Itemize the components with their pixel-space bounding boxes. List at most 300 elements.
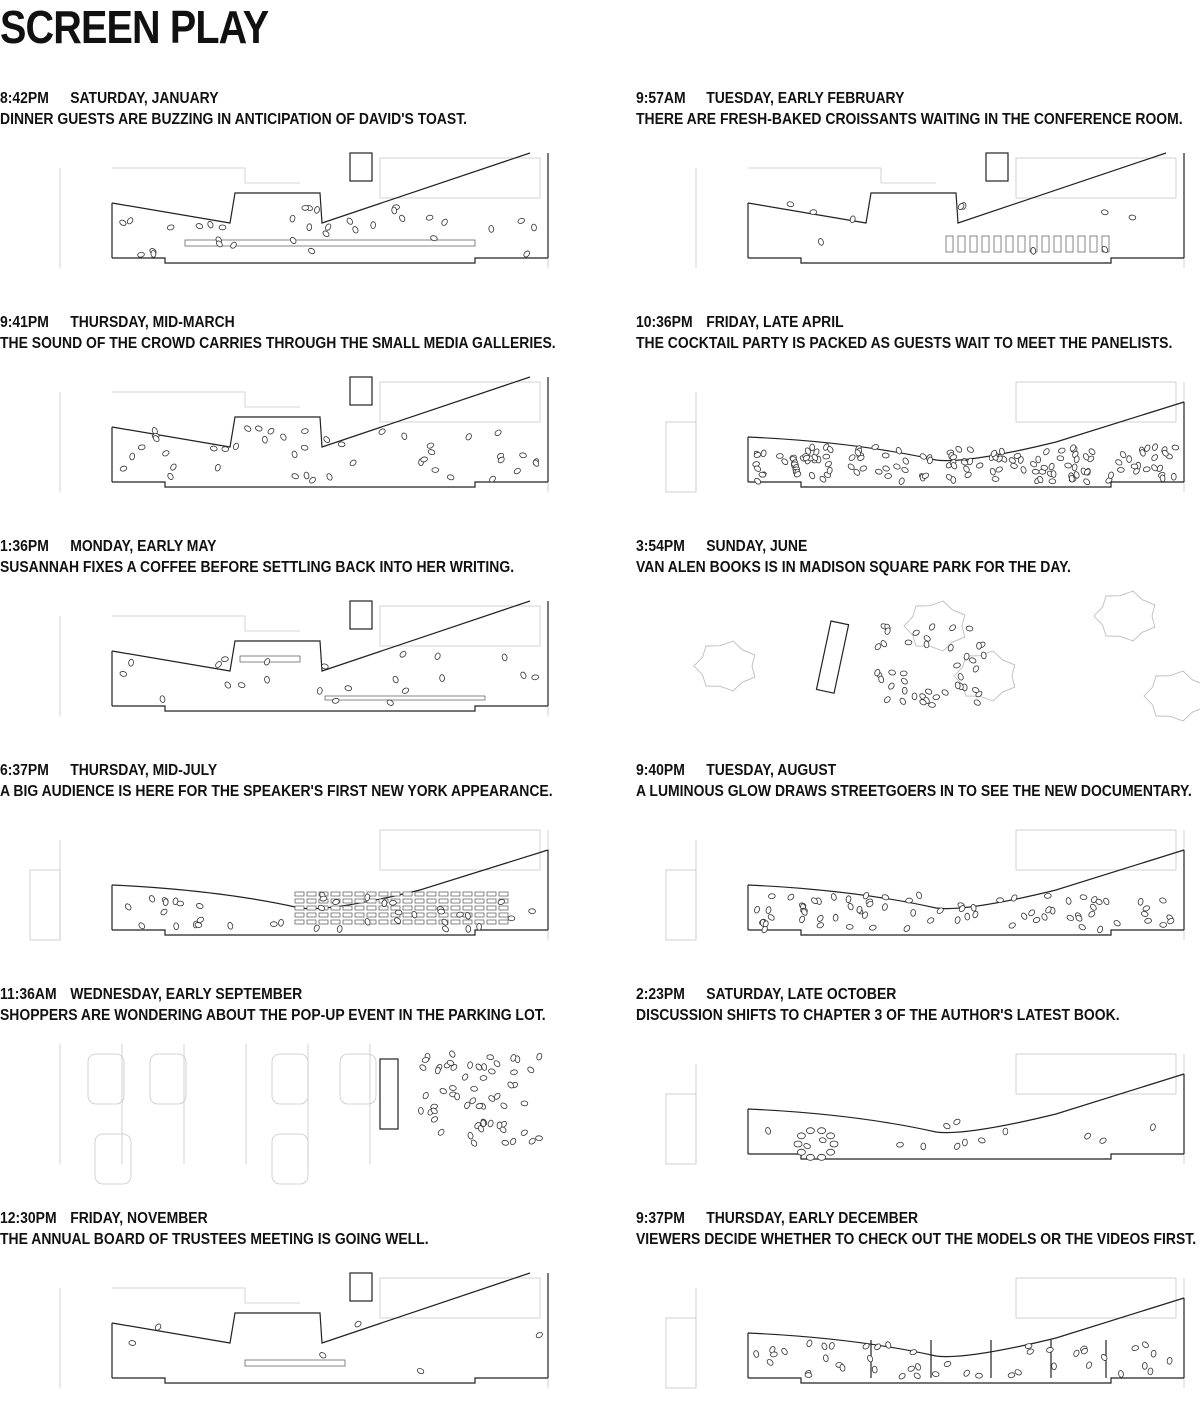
scene-panel — [636, 984, 1200, 1204]
person-figure — [1042, 448, 1050, 456]
person-figure — [753, 477, 761, 485]
person-figure — [488, 1068, 496, 1075]
scene-day: THURSDAY, MID-JULY — [70, 762, 218, 779]
person-figure — [120, 465, 128, 472]
person-figure — [395, 910, 402, 915]
person-figure — [953, 1142, 961, 1150]
person-figure — [420, 456, 428, 462]
person-figure — [174, 923, 179, 930]
person-figure — [1129, 215, 1136, 221]
person-figure — [470, 1086, 477, 1091]
person-figure — [981, 652, 987, 660]
person-figure — [850, 215, 856, 223]
person-figure — [907, 1365, 915, 1372]
person-figure — [808, 471, 816, 479]
seat — [343, 906, 352, 910]
person-figure — [401, 687, 409, 695]
scene-caption — [0, 312, 556, 354]
floor-plan-drawing — [0, 1024, 560, 1174]
plan-wall-bottom — [112, 258, 548, 263]
person-figure — [1008, 1372, 1016, 1378]
person-figure — [352, 226, 359, 234]
person-figure — [1141, 911, 1149, 918]
person-figure — [138, 922, 146, 930]
plan-wall-top — [748, 1074, 1184, 1133]
person-figure — [997, 898, 1004, 903]
person-figure — [830, 893, 837, 901]
plan-wall-bottom — [112, 1378, 548, 1383]
person-figure — [319, 1351, 327, 1359]
scene-description: VIEWERS DECIDE WHETHER TO CHECK OUT THE MODELS OR THE VIDEOS FIRST. — [636, 1231, 1197, 1248]
seat — [331, 906, 340, 910]
person-figure — [378, 428, 386, 436]
person-figure — [441, 218, 449, 226]
person-figure — [493, 1060, 501, 1068]
person-figure — [932, 1371, 940, 1377]
person-figure — [821, 1342, 828, 1350]
person-figure — [477, 923, 482, 930]
person-figure — [902, 457, 910, 465]
person-figure — [487, 1120, 494, 1128]
person-figure — [475, 1063, 483, 1071]
person-figure — [435, 1067, 441, 1075]
seated-person — [827, 1149, 835, 1155]
person-figure — [1160, 923, 1167, 928]
scene-caption — [636, 1208, 1196, 1250]
seat — [295, 892, 304, 896]
context-building — [1016, 1278, 1176, 1318]
person-figure — [916, 891, 923, 899]
person-figure — [196, 903, 204, 910]
scene-description: DISCUSSION SHIFTS TO CHAPTER 3 OF THE AUTHOR'S LATEST BOOK. — [636, 1007, 1120, 1024]
person-figure — [497, 1122, 503, 1129]
scene-time: 9:41PM — [0, 314, 49, 331]
page-title: SCREEN PLAY — [0, 1, 269, 53]
seat — [331, 892, 340, 896]
person-figure — [160, 695, 166, 703]
person-figure — [965, 913, 970, 920]
seat — [295, 913, 304, 917]
person-figure — [323, 435, 331, 443]
person-figure — [278, 919, 284, 926]
seat — [487, 913, 496, 917]
person-figure — [810, 210, 817, 215]
desk-counter — [325, 696, 485, 700]
seat — [403, 920, 412, 924]
person-figure — [480, 1075, 487, 1080]
seated-person — [794, 1141, 802, 1147]
person-figure — [873, 1343, 881, 1351]
seat — [427, 906, 436, 910]
tree-canopy — [1144, 671, 1200, 721]
person-figure — [882, 453, 889, 459]
person-figure — [1072, 464, 1078, 471]
person-figure — [925, 688, 933, 695]
person-figure — [428, 449, 436, 456]
person-figure — [1010, 463, 1018, 470]
person-figure — [1151, 454, 1159, 462]
person-figure — [392, 675, 399, 683]
person-figure — [513, 467, 521, 475]
scene-description: THE SOUND OF THE CROWD CARRIES THROUGH THE SMALL MEDIA GALLERIES. — [0, 335, 556, 352]
board-table — [245, 1360, 345, 1366]
person-figure — [531, 224, 537, 231]
scene-panel — [0, 984, 600, 1204]
person-figure — [823, 454, 830, 459]
person-figure — [875, 469, 883, 475]
person-figure — [953, 1118, 961, 1126]
person-figure — [1025, 1343, 1033, 1349]
plan-wall-bottom — [748, 258, 1184, 263]
person-figure — [324, 223, 332, 231]
person-figure — [467, 1061, 473, 1068]
person-figure — [364, 894, 370, 901]
person-figure — [1083, 478, 1091, 486]
person-figure — [953, 662, 961, 669]
person-figure — [1051, 470, 1056, 477]
seat — [427, 920, 436, 924]
person-figure — [943, 1361, 951, 1368]
person-figure — [1080, 894, 1088, 900]
seat — [475, 906, 484, 910]
seat — [427, 899, 436, 903]
person-figure — [882, 465, 890, 472]
seat — [343, 892, 352, 896]
scene-description: SUSANNAH FIXES A COFFEE BEFORE SETTLING BACK INTO HER WRITING. — [0, 559, 515, 576]
person-figure — [1048, 463, 1055, 471]
person-figure — [467, 1132, 474, 1140]
plan-room — [350, 601, 372, 629]
person-figure — [301, 445, 309, 451]
person-figure — [872, 1366, 878, 1374]
person-figure — [824, 460, 832, 468]
scene-panel — [0, 312, 600, 532]
seat — [307, 913, 316, 917]
scene-caption — [0, 760, 553, 802]
person-figure — [280, 433, 288, 441]
context-building — [666, 422, 696, 492]
seat — [307, 892, 316, 896]
person-figure — [314, 206, 320, 214]
parked-car — [95, 1134, 131, 1184]
person-figure — [1014, 1369, 1022, 1376]
scene-panel — [0, 88, 600, 308]
person-figure — [1089, 903, 1097, 911]
person-figure — [426, 214, 434, 220]
seat — [463, 892, 472, 896]
person-figure — [753, 1350, 759, 1358]
seat — [415, 892, 424, 896]
person-figure — [308, 476, 316, 484]
scene-panel — [636, 88, 1200, 308]
person-figure — [461, 1073, 469, 1081]
floor-plan-drawing — [0, 352, 560, 502]
person-figure — [1131, 1345, 1139, 1351]
plan-wall-bottom — [112, 482, 548, 487]
scene-description: VAN ALEN BOOKS IS IN MADISON SQUARE PARK FOR THE DAY. — [636, 559, 1071, 576]
person-figure — [448, 1050, 456, 1058]
person-figure — [227, 922, 233, 930]
person-figure — [1032, 469, 1039, 474]
person-figure — [501, 1140, 509, 1146]
seat — [499, 913, 508, 917]
person-figure — [966, 446, 974, 454]
person-figure — [523, 250, 531, 258]
person-figure — [906, 898, 913, 903]
person-figure — [441, 925, 449, 933]
person-figure — [1172, 445, 1179, 451]
person-figure — [819, 1137, 827, 1143]
person-figure — [508, 916, 515, 921]
person-figure — [313, 924, 320, 932]
scene-time: 8:42PM — [0, 90, 49, 107]
person-figure — [1144, 918, 1151, 924]
scene-day: SUNDAY, JUNE — [706, 538, 808, 555]
person-figure — [1084, 1132, 1092, 1140]
scene-panel — [636, 760, 1200, 980]
book-kiosk — [816, 621, 848, 693]
person-figure — [289, 215, 295, 223]
seat — [487, 920, 496, 924]
scene-day: SATURDAY, LATE OCTOBER — [706, 986, 897, 1003]
person-figure — [222, 447, 229, 452]
person-figure — [833, 914, 838, 921]
person-figure — [1103, 897, 1110, 905]
person-figure — [765, 906, 771, 914]
person-figure — [1150, 1123, 1156, 1131]
person-figure — [520, 671, 527, 679]
person-figure — [449, 1085, 457, 1091]
seat — [355, 913, 364, 917]
person-figure — [447, 474, 455, 480]
person-figure — [912, 693, 917, 700]
person-figure — [382, 900, 388, 907]
person-figure — [302, 205, 309, 210]
person-figure — [536, 1053, 543, 1061]
person-figure — [951, 476, 956, 483]
person-figure — [509, 1137, 516, 1145]
scene-day: THURSDAY, EARLY DECEMBER — [706, 1210, 919, 1227]
scene-time: 2:23PM — [636, 986, 685, 1003]
seat — [307, 920, 316, 924]
person-figure — [501, 653, 507, 661]
seat — [343, 913, 352, 917]
person-figure — [163, 899, 168, 906]
person-figure — [398, 214, 405, 222]
person-figure — [829, 1342, 835, 1350]
person-figure — [291, 473, 299, 480]
person-figure — [214, 660, 222, 668]
seat — [499, 906, 508, 910]
person-figure — [438, 909, 445, 914]
person-figure — [1033, 916, 1041, 923]
person-figure — [1100, 1353, 1108, 1361]
floor-plan-drawing — [636, 128, 1196, 278]
person-figure — [434, 652, 441, 660]
scene-day: FRIDAY, LATE APRIL — [706, 314, 844, 331]
chair — [1090, 236, 1097, 252]
person-figure — [210, 445, 218, 451]
person-figure — [1142, 905, 1150, 912]
plan-room — [350, 377, 372, 405]
person-figure — [900, 671, 907, 676]
person-figure — [754, 906, 761, 914]
person-figure — [806, 1339, 813, 1347]
person-figure — [1167, 1357, 1173, 1365]
person-figure — [129, 1340, 136, 1346]
seat — [391, 892, 400, 896]
person-figure — [898, 477, 905, 485]
person-figure — [255, 425, 263, 432]
plan-wall-top — [112, 601, 530, 671]
person-figure — [137, 252, 145, 258]
chair — [1066, 236, 1073, 252]
person-figure — [520, 1129, 528, 1137]
scene-day: THURSDAY, MID-MARCH — [70, 314, 235, 331]
seat — [403, 913, 412, 917]
person-figure — [1141, 1341, 1149, 1349]
person-figure — [1030, 247, 1036, 254]
floor-plan-drawing — [636, 1024, 1196, 1174]
parked-car — [272, 1134, 308, 1184]
chair — [958, 236, 965, 252]
person-figure — [232, 442, 239, 450]
plan-room — [350, 153, 372, 181]
person-figure — [432, 468, 439, 473]
floor-plan-drawing — [0, 128, 560, 278]
seat — [295, 899, 304, 903]
person-figure — [881, 894, 889, 901]
person-figure — [1113, 919, 1121, 927]
person-figure — [1117, 467, 1124, 472]
seat — [391, 906, 400, 910]
person-figure — [214, 464, 221, 472]
floor-plan-drawing — [0, 1248, 560, 1398]
person-figure — [195, 223, 203, 230]
person-figure — [517, 217, 525, 224]
seat — [379, 913, 388, 917]
person-figure — [928, 702, 935, 707]
context-building — [30, 870, 60, 940]
seated-person — [818, 1128, 826, 1134]
person-figure — [437, 1128, 445, 1136]
person-figure — [1131, 464, 1138, 469]
person-figure — [1142, 1362, 1147, 1369]
scene-caption — [0, 1208, 429, 1250]
person-figure — [963, 653, 969, 661]
person-figure — [224, 681, 232, 689]
person-figure — [307, 247, 315, 255]
person-figure — [1036, 456, 1041, 463]
person-figure — [126, 217, 134, 225]
seated-person — [797, 1149, 805, 1155]
person-figure — [219, 225, 226, 230]
scene-caption — [0, 88, 467, 130]
chair — [1042, 236, 1049, 252]
person-figure — [238, 682, 246, 688]
seat — [355, 899, 364, 903]
person-figure — [911, 909, 916, 916]
person-figure — [995, 466, 1003, 473]
person-figure — [401, 432, 408, 440]
seat — [451, 920, 460, 924]
seat — [403, 892, 412, 896]
person-figure — [885, 473, 892, 478]
person-figure — [465, 433, 473, 441]
long-table — [185, 240, 475, 246]
person-figure — [419, 1064, 427, 1072]
person-figure — [921, 1143, 926, 1150]
parked-car — [88, 1054, 124, 1104]
person-figure — [948, 624, 956, 632]
seat — [331, 913, 340, 917]
scene-time: 9:57AM — [636, 90, 686, 107]
person-figure — [124, 903, 132, 911]
seat — [367, 906, 376, 910]
person-figure — [422, 1091, 429, 1099]
context-building — [1016, 1054, 1176, 1094]
person-figure — [528, 1137, 536, 1145]
floor-plan-drawing — [0, 576, 560, 726]
person-figure — [847, 903, 854, 911]
scene-time: 9:37PM — [636, 1210, 685, 1227]
person-figure — [441, 918, 449, 926]
chair — [1078, 236, 1085, 252]
floor-plan-drawing — [636, 352, 1196, 502]
person-figure — [430, 1116, 438, 1124]
scene-time: 6:37PM — [0, 762, 49, 779]
scene-description: SHOPPERS ARE WONDERING ABOUT THE POP-UP EVENT IN THE PARKING LOT. — [0, 1007, 546, 1024]
person-figure — [267, 427, 275, 435]
person-figure — [207, 221, 214, 229]
person-figure — [955, 445, 963, 453]
person-figure — [317, 687, 323, 694]
seat — [475, 899, 484, 903]
seat — [355, 892, 364, 896]
person-figure — [900, 677, 908, 685]
seat — [379, 892, 388, 896]
person-figure — [326, 473, 333, 481]
person-figure — [826, 467, 832, 475]
person-figure — [389, 900, 396, 905]
person-figure — [957, 673, 964, 681]
seat — [403, 899, 412, 903]
floor-plan-drawing — [636, 576, 1196, 726]
seated-person — [830, 1141, 838, 1147]
person-figure — [1099, 1137, 1107, 1145]
person-figure — [1065, 897, 1071, 905]
context-building — [380, 382, 540, 422]
scene-day: MONDAY, EARLY MAY — [70, 538, 217, 555]
context-building — [380, 1278, 540, 1318]
seat — [463, 899, 472, 903]
scene-caption — [636, 984, 1120, 1026]
context-line — [112, 168, 300, 183]
scene-time: 11:36AM — [0, 986, 57, 1003]
person-figure — [1115, 459, 1123, 467]
person-figure — [943, 1122, 951, 1129]
person-figure — [349, 459, 357, 467]
person-figure — [470, 1139, 478, 1147]
person-figure — [1003, 1128, 1008, 1135]
seat — [367, 913, 376, 917]
person-figure — [805, 1373, 812, 1378]
person-figure — [162, 449, 170, 457]
person-figure — [846, 896, 852, 903]
person-figure — [1085, 1361, 1092, 1369]
seated-person — [806, 1154, 814, 1160]
person-figure — [1041, 913, 1048, 921]
